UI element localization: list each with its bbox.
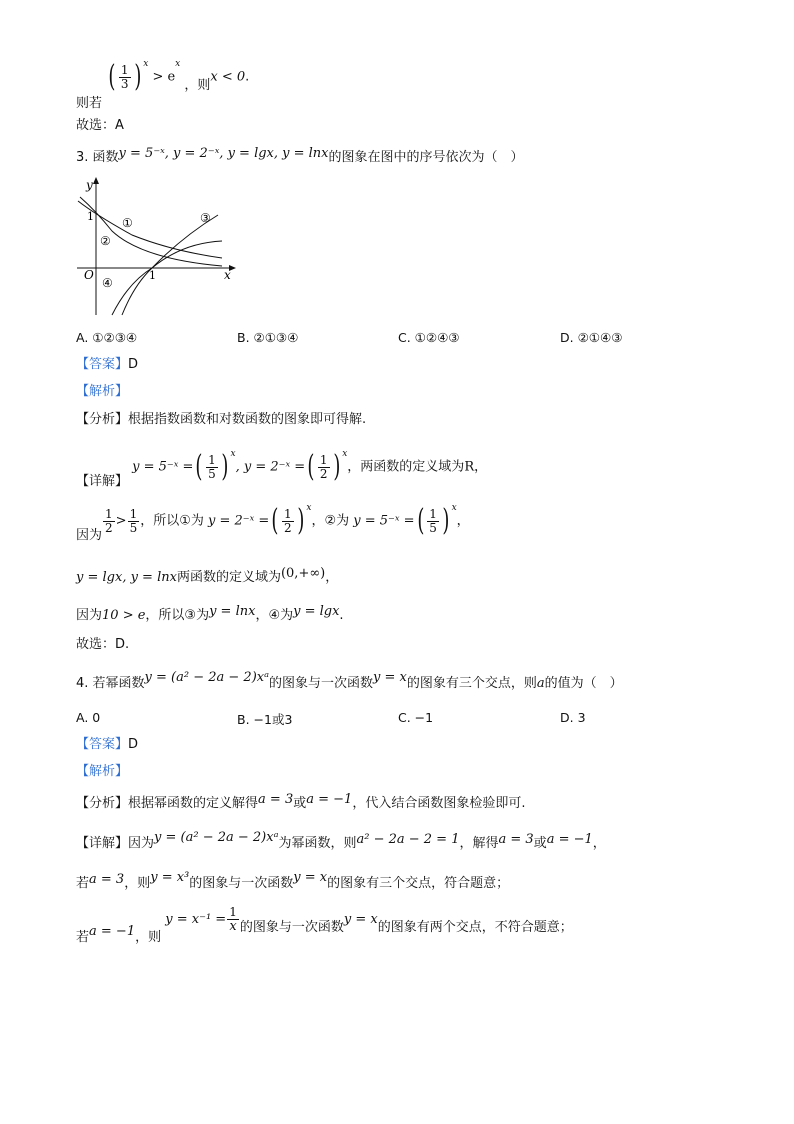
q4-d2-f: y = x³ xyxy=(150,870,190,885)
q4-stem xyxy=(76,670,623,692)
q4-fenxi-a: 根据幂函数的定义解得 xyxy=(128,796,259,811)
q3-d1-R: R xyxy=(464,459,475,475)
q4-d3-frac: $\frac{1}{x}$ xyxy=(229,905,237,934)
q3-fenxi-tag: 【分析】 xyxy=(76,412,129,427)
q3-d2-cmp: > xyxy=(115,513,127,529)
q3-d2-exp2: x xyxy=(451,503,457,513)
q3-option-a: A. ①②③④ xyxy=(76,330,138,345)
q4-d3-lin: y = x xyxy=(343,912,378,927)
q4-lin: y = x xyxy=(373,670,407,685)
q3-d2-y2: y = 5⁻ˣ = xyxy=(353,513,415,529)
q3-d3-dom: (0,+∞) xyxy=(280,566,326,581)
q4-tail: 的图象有三个交点，则 xyxy=(406,676,537,691)
q4-d2-d: 的图象有三个交点，符合题意； xyxy=(327,876,510,891)
q4-detail-2 xyxy=(76,870,510,892)
q4-d1-f: y = (a² − 2a − 2)xᵃ xyxy=(154,830,279,845)
q4-d3-a: 若 xyxy=(76,930,90,945)
choose-1: 故选：A xyxy=(76,118,124,133)
graph-one-x: 1 xyxy=(149,269,156,282)
q4-d3-v: a = −1 xyxy=(89,924,136,939)
intro-prefix: 则若 xyxy=(76,95,103,111)
q3-analysis-tag: 【解析】 xyxy=(76,384,129,399)
q3-stem xyxy=(76,146,524,166)
q4-fenxi-or: 或 xyxy=(293,796,307,811)
q4-mid: 的图象与一次函数 xyxy=(268,676,373,691)
q3-d1-c: ，两函数的定义域为 xyxy=(347,459,465,475)
q4-var: a xyxy=(536,676,545,691)
q3-d4-lead: 因为 xyxy=(76,608,103,623)
graph-one-y: 1 xyxy=(87,210,94,223)
q3-detail-4 xyxy=(76,604,344,624)
q3-d1-exp1: x xyxy=(230,449,236,459)
q4-d1-a: 因为 xyxy=(128,836,155,851)
q3-option-d: D. ②①④③ xyxy=(560,330,623,345)
graph-x-label: x xyxy=(224,268,231,282)
q3-d4-end: . xyxy=(339,608,344,623)
q3-d1-exp2: x xyxy=(342,449,348,459)
q3-graph xyxy=(72,175,242,320)
q3-d1-frac5: $\frac{1}{5}$ xyxy=(208,452,216,481)
q4-d1-eq: a² − 2a − 2 = 1 xyxy=(356,832,460,847)
intro-cond: x < 0 xyxy=(210,69,246,85)
q4-option-c: C. −1 xyxy=(398,710,434,725)
intro-fraction: $\frac{1}{3}$ xyxy=(120,62,129,91)
q4-detail-3 xyxy=(76,906,573,946)
q3-answer xyxy=(76,357,138,373)
q3-detail-1: 【详解】 y = 5⁻ˣ =( $\frac{1}{5}$ ) $^x$, y = 2⁻ˣ =( $\frac{1}{2}$ ) $^x$，两函数的定义域为R， xyxy=(76,449,488,489)
close-paren: ) xyxy=(133,59,141,94)
q3-d4-cmp: 10 > e xyxy=(102,608,146,623)
q4-answer-value: D xyxy=(128,737,139,752)
q3-d2-frac-d: $\frac{1}{5}$ xyxy=(429,506,437,535)
q4-option-d: D. 3 xyxy=(560,710,586,725)
q4-tail2: 的值为（ ） xyxy=(544,676,623,691)
q3-lead: 3. 函数 xyxy=(76,150,119,165)
q3-d2-so: ，所以①为 xyxy=(140,513,204,529)
q3-option-b: B. ②①③④ xyxy=(237,330,299,345)
q3-choose: 故选：D. xyxy=(76,637,130,652)
q4-fenxi-v2: a = −1 xyxy=(306,792,353,807)
q3-option-c: C. ①②④③ xyxy=(398,330,460,345)
q3-d3-end: ， xyxy=(325,570,339,585)
q4-fenxi-b: ，代入结合函数图象检验即可. xyxy=(352,796,526,811)
q4-analysis-tag: 【解析】 xyxy=(76,764,129,779)
q3-d2-frac-c: $\frac{1}{2}$ xyxy=(284,506,292,535)
q4-d3-c: 的图象与一次函数 xyxy=(239,920,344,935)
q3-d1-a: y = 5⁻ˣ = xyxy=(132,459,194,475)
intro-e-exponent: x xyxy=(175,59,181,69)
graph-origin: O xyxy=(84,268,94,282)
q4-d1-end: ， xyxy=(592,836,606,851)
q3-fenxi xyxy=(76,412,366,428)
q4-detail-1 xyxy=(76,830,606,852)
q3-d2-mid: ，②为 xyxy=(311,513,350,529)
q3-d3-f: y = lgx, y = lnx xyxy=(76,570,177,585)
q4-fenxi xyxy=(76,792,526,812)
q4-lead: 4. 若幂函数 xyxy=(76,676,145,691)
q3-d2-end: ， xyxy=(456,513,470,529)
q4-detail-tag: 【详解】 xyxy=(76,836,129,851)
graph-label-3: ③ xyxy=(200,211,211,225)
q3-answer-value: D xyxy=(128,357,139,372)
q3-d2-exp1: x xyxy=(306,503,312,513)
q4-d1-b: 为幂函数，则 xyxy=(278,836,357,851)
intro-exponent: x xyxy=(143,59,149,69)
q4-fenxi-tag: 【分析】 xyxy=(76,796,129,811)
q3-answer-tag: 【答案】 xyxy=(76,357,129,372)
q3-fenxi-text: 根据指数函数和对数函数的图象即可得解. xyxy=(128,412,367,427)
q4-d2-v: a = 3 xyxy=(89,872,125,887)
q4-d2-b: ，则 xyxy=(124,876,151,891)
q4-answer xyxy=(76,737,138,753)
q3-d1-frac2: $\frac{1}{2}$ xyxy=(319,452,328,481)
q3-d2-frac-b: $\frac{1}{5}$ xyxy=(129,506,138,535)
q4-d1-v2: a = −1 xyxy=(546,832,593,847)
q4-d3-d: 的图象有两个交点，不符合题意； xyxy=(377,920,573,935)
q3-d2-frac-a: $\frac{1}{2}$ xyxy=(105,506,113,535)
q4-d1-or: 或 xyxy=(533,836,547,851)
q3-funcs: y = 5⁻ˣ, y = 2⁻ˣ, y = lgx, y = lnx xyxy=(118,146,329,161)
q4-answer-tag: 【答案】 xyxy=(76,737,129,752)
intro-end: . xyxy=(245,69,250,85)
q3-d4-f3: y = lnx xyxy=(209,604,256,619)
q3-d1-end: ， xyxy=(474,459,488,475)
q4-d1-v1: a = 3 xyxy=(498,832,534,847)
q3-d4-f4: y = lgx xyxy=(293,604,340,619)
intro-then: ，则 xyxy=(184,77,211,93)
q4-d2-a: 若 xyxy=(76,876,90,891)
q4-d2-c: 的图象与一次函数 xyxy=(189,876,294,891)
graph-y-label: y xyxy=(86,178,93,192)
q4-d1-c: ，解得 xyxy=(459,836,499,851)
q3-detail-2: 因为 $\frac{1}{2}$ > $\frac{1}{5}$ ，所以①为 y = 2⁻ˣ =( $\frac{1}{2}$ ) $^x$，②为 y = 5⁻ˣ =( $\frac{1}{5}$ ) $^x$， xyxy=(76,503,470,543)
q4-fenxi-v1: a = 3 xyxy=(258,792,294,807)
q3-d2-y1: y = 2⁻ˣ = xyxy=(208,513,270,529)
q4-func: y = (a² − 2a − 2)xᵃ xyxy=(144,670,269,685)
q4-d3-b: ，则 xyxy=(135,930,162,945)
q3-detail-tag: 【详解】 xyxy=(76,473,129,489)
open-paren: ( xyxy=(108,59,116,94)
q3-detail-3 xyxy=(76,566,339,586)
graph-label-4: ④ xyxy=(102,276,113,290)
q3-d4-mid: ，④为 xyxy=(255,608,294,623)
q4-d2-lin: y = x xyxy=(293,870,328,885)
intro-line xyxy=(76,59,250,111)
q4-option-a: A. 0 xyxy=(76,710,101,725)
q3-d4-so: ，所以③为 xyxy=(145,608,210,623)
q4-d3-f: y = x⁻¹ = xyxy=(165,912,227,927)
q3-d2-lead: 因为 xyxy=(76,527,103,543)
q3-d3-t: 两函数的定义域为 xyxy=(176,570,281,585)
intro-gt-e: > e xyxy=(152,69,176,85)
graph-label-1: ① xyxy=(122,216,133,230)
q3-d1-b: , y = 2⁻ˣ = xyxy=(235,459,306,475)
q4-option-b: B. −1或3 xyxy=(237,712,293,727)
graph-label-2: ② xyxy=(100,234,111,248)
q3-tail: 的图象在图中的序号依次为（ ） xyxy=(328,150,524,165)
